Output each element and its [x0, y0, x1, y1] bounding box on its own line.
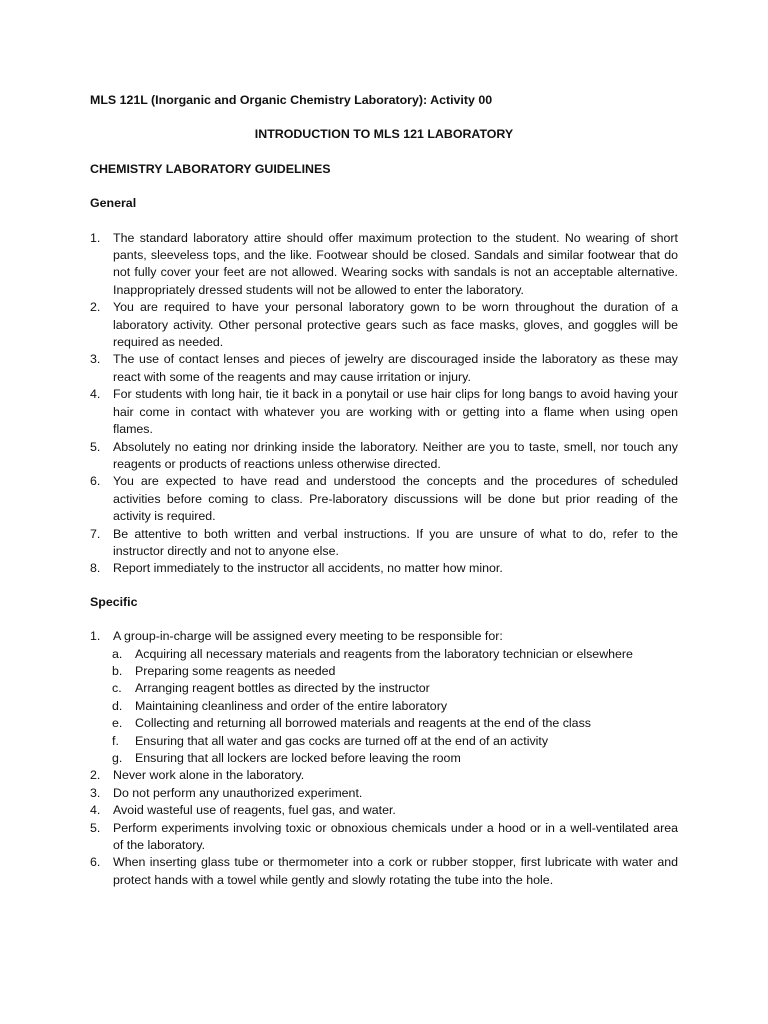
list-number: 4. — [90, 803, 101, 818]
general-item-1 — [90, 230, 678, 300]
sublist-letter: f. — [112, 733, 119, 748]
specific-item-6 — [90, 854, 678, 889]
list-number: 8. — [90, 561, 101, 576]
list-text: The standard laboratory attire should offer maximum protection to the student. No wearing of short pants, sleeveless tops, and the like. Footwear should be closed. Sandals and similar footwear that do not fully cover your feet are not allowed. Wearing socks with sandals is not an acceptable alternative. Inappropriately dressed students will not be allowed to enter the laboratory. — [113, 230, 678, 297]
list-text: For students with long hair, tie it back in a ponytail or use hair clips for long bangs to avoid having your hair come in contact with whatever you are working with or getting into a flame when using open flames. — [113, 387, 678, 437]
list-number: 6. — [90, 474, 101, 489]
general-heading: General — [90, 196, 137, 211]
list-text: The use of contact lenses and pieces of jewelry are discouraged inside the laboratory as these may react with some of the reagents and may cause irritation or injury. — [113, 352, 678, 384]
list-number: 4. — [90, 387, 101, 402]
list-number: 3. — [90, 785, 101, 800]
sublist-text: Arranging reagent bottles as directed by the instructor — [135, 681, 430, 696]
list-text: You are expected to have read and understood the concepts and the procedures of scheduled activities before coming to class. Pre-laboratory discussions will be done but prior reading of the activity is required. — [113, 474, 678, 524]
sublist-item-f — [90, 733, 678, 750]
list-text: You are required to have your personal laboratory gown to be worn throughout the duration of a laboratory activity. Other personal protective gears such as face masks, gloves, and goggles will be required as needed. — [113, 300, 678, 350]
list-number: 2. — [90, 768, 101, 783]
general-item-8 — [90, 560, 678, 577]
list-text: A group-in-charge will be assigned every meeting to be responsible for: — [113, 629, 503, 644]
list-text: Do not perform any unauthorized experiment. — [113, 785, 363, 800]
list-text: Avoid wasteful use of reagents, fuel gas, and water. — [113, 803, 396, 818]
sublist-letter: a. — [112, 646, 123, 661]
list-number: 2. — [90, 300, 101, 315]
list-text: When inserting glass tube or thermometer into a cork or rubber stopper, first lubricate with water and protect hands with a towel while gently and slowly rotating the tube into the hole. — [113, 855, 678, 887]
sublist-item-c — [90, 680, 678, 697]
sublist-letter: e. — [112, 716, 123, 731]
sublist-item-g — [90, 750, 678, 767]
sublist-item-a — [90, 646, 678, 663]
sublist-text: Ensuring that all lockers are locked before leaving the room — [135, 751, 461, 765]
sublist-text: Ensuring that all water and gas cocks are turned off at the end of an activity — [135, 733, 549, 748]
list-text: Report immediately to the instructor all accidents, no matter how minor. — [113, 561, 503, 576]
general-item-6 — [90, 473, 678, 525]
general-item-4 — [90, 386, 678, 438]
specific-sublist — [90, 646, 678, 768]
sublist-text: Collecting and returning all borrowed materials and reagents at the end of the class — [135, 716, 591, 731]
sublist-item-b — [90, 663, 678, 680]
specific-item-5 — [90, 820, 678, 855]
list-text: Absolutely no eating nor drinking inside the laboratory. Neither are you to taste, smell, nor touch any reagents or products of reactions unless otherwise directed. — [113, 439, 678, 471]
sublist-letter: c. — [112, 681, 122, 696]
sublist-text: Acquiring all necessary materials and reagents from the laboratory technician or elsewhere — [135, 646, 633, 661]
guidelines-heading: CHEMISTRY LABORATORY GUIDELINES — [90, 161, 331, 176]
list-text: Be attentive to both written and verbal instructions. If you are unsure of what to do, refer to the instructor directly and not to anyone else. — [113, 526, 678, 558]
specific-item-1 — [90, 628, 678, 645]
specific-item-2 — [90, 767, 678, 784]
document-title: MLS 121L (Inorganic and Organic Chemistry Laboratory): Activity 00 — [90, 93, 493, 107]
sublist-letter: d. — [112, 698, 123, 713]
sublist-text: Maintaining cleanliness and order of the entire laboratory — [135, 698, 448, 713]
sublist-text: Preparing some reagents as needed — [135, 663, 336, 678]
document-subtitle: INTRODUCTION TO MLS 121 LABORATORY — [254, 127, 514, 142]
specific-list — [90, 628, 678, 889]
document-page — [90, 92, 678, 905]
general-list — [90, 230, 678, 578]
list-number: 5. — [90, 439, 101, 454]
sublist-item-d — [90, 698, 678, 715]
general-item-7 — [90, 526, 678, 561]
specific-sublist-container — [90, 646, 678, 768]
list-number: 1. — [90, 629, 101, 644]
list-number: 6. — [90, 855, 101, 870]
list-number: 7. — [90, 526, 101, 541]
sublist-item-e — [90, 715, 678, 732]
general-item-5 — [90, 439, 678, 474]
list-text: Never work alone in the laboratory. — [113, 768, 305, 783]
specific-item-3 — [90, 785, 678, 802]
sublist-letter: g. — [112, 751, 123, 765]
list-number: 3. — [90, 352, 101, 367]
specific-heading: Specific — [90, 594, 138, 609]
list-number: 1. — [90, 230, 101, 245]
general-item-3 — [90, 351, 678, 386]
sublist-letter: b. — [112, 663, 123, 678]
general-item-2 — [90, 299, 678, 351]
list-text: Perform experiments involving toxic or obnoxious chemicals under a hood or in a well-ventilated area of the laboratory. — [113, 820, 678, 853]
specific-item-4 — [90, 802, 678, 819]
list-number: 5. — [90, 820, 101, 835]
